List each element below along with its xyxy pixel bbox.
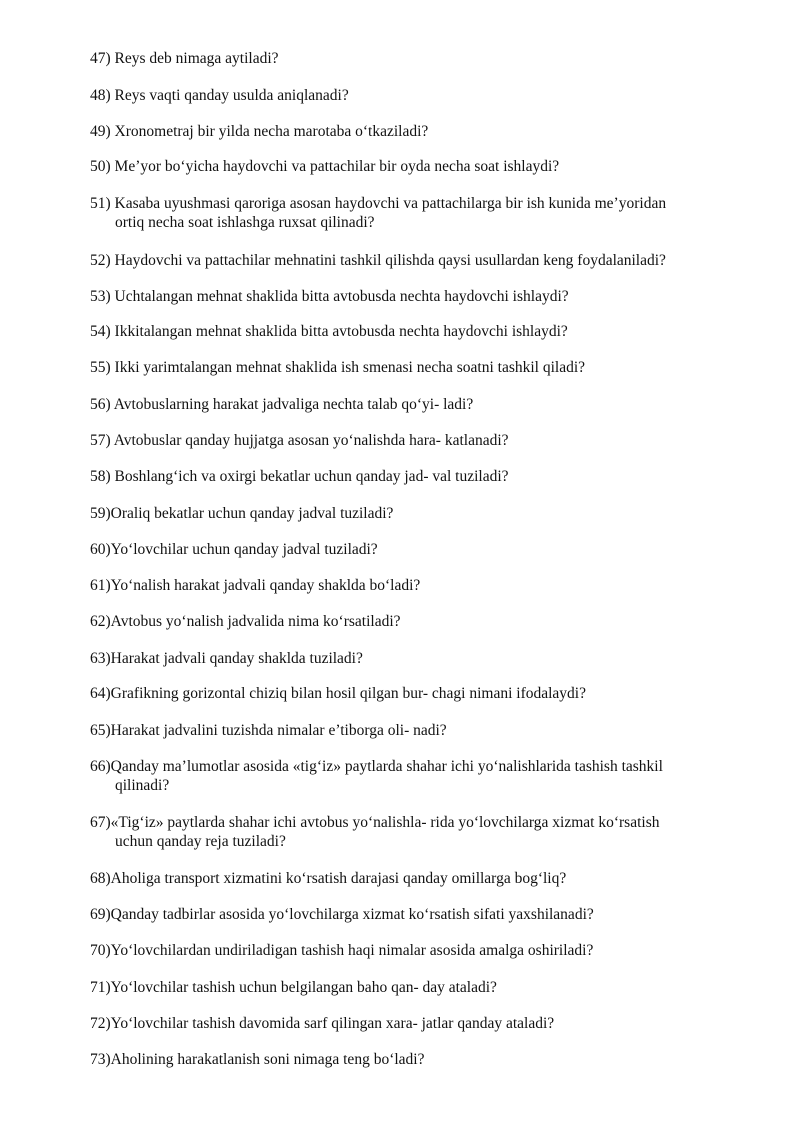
question-text: «Tig‘iz» paytlarda shahar ichi avtobus yo‘nalishla- rida yo‘lovchilarga xizmat ko‘rsatish (110, 814, 660, 831)
question-71 (90, 978, 750, 997)
question-text: Oraliq bekatlar uchun qanday jadval tuziladi? (110, 505, 394, 522)
question-text: Aholining harakatlanish soni nimaga teng bo‘ladi? (110, 1051, 425, 1068)
question-55 (90, 358, 750, 377)
question-text: Me’yor bo‘yicha haydovchi va pattachilar bir oyda necha soat ishlaydi? (114, 158, 560, 175)
question-49 (90, 122, 750, 141)
question-number: 64) (90, 685, 111, 702)
question-text: Avtobus yo‘nalish jadvalida nima ko‘rsatiladi? (110, 613, 401, 630)
question-65 (90, 721, 750, 740)
question-number: 73) (90, 1051, 111, 1068)
question-number: 72) (90, 1015, 111, 1032)
question-number: 47) (90, 50, 111, 67)
question-69 (90, 905, 750, 924)
question-47 (90, 49, 750, 68)
question-text: Harakat jadvali qanday shaklda tuziladi? (110, 650, 363, 667)
question-number: 60) (90, 541, 111, 558)
question-text: Uchtalangan mehnat shaklida bitta avtobusda nechta haydovchi ishlaydi? (114, 288, 569, 305)
question-text: Avtobuslar qanday hujjatga asosan yo‘nalishda hara- katlanadi? (113, 432, 509, 449)
question-number: 66) (90, 758, 111, 775)
question-58 (90, 467, 750, 486)
question-text: Avtobuslarning harakat jadvaliga nechta talab qo‘yi- ladi? (113, 396, 474, 413)
question-text: Yo‘lovchilar tashish davomida sarf qilingan xara- jatlar qanday ataladi? (110, 1015, 555, 1032)
question-48 (90, 86, 750, 105)
question-text: Kasaba uyushmasi qaroriga asosan haydovchi va pattachilarga bir ish kunida me’yoridan (114, 195, 667, 212)
question-text: Harakat jadvalini tuzishda nimalar e’tiborga oli- nadi? (110, 722, 447, 739)
question-number: 53) (90, 288, 111, 305)
question-text: Boshlang‘ich va oxirgi bekatlar uchun qanday jad- val tuziladi? (114, 468, 509, 485)
question-54 (90, 322, 750, 341)
question-number: 59) (90, 505, 111, 522)
question-66 (90, 757, 750, 795)
question-text: Haydovchi va pattachilar mehnatini tashkil qilishda qaysi usullardan keng foydalaniladi? (114, 252, 666, 269)
question-50 (90, 157, 750, 176)
question-number: 52) (90, 252, 111, 269)
question-number: 70) (90, 942, 111, 959)
question-number: 54) (90, 323, 111, 340)
question-text: Qanday ma’lumotlar asosida «tig‘iz» paytlarda shahar ichi yo‘nalishlarida tashish tashkil (110, 758, 663, 775)
question-text: Yo‘nalish harakat jadvali qanday shaklda bo‘ladi? (110, 577, 421, 594)
question-number: 50) (90, 158, 111, 175)
question-62 (90, 612, 750, 631)
question-67 (90, 813, 750, 851)
question-52 (90, 251, 750, 270)
question-number: 55) (90, 359, 111, 376)
question-number: 56) (90, 396, 111, 413)
question-text: Xronometraj bir yilda necha marotaba o‘tkaziladi? (114, 123, 429, 140)
question-number: 65) (90, 722, 111, 739)
question-number: 48) (90, 87, 111, 104)
question-number: 68) (90, 870, 111, 887)
question-number: 49) (90, 123, 111, 140)
question-60 (90, 540, 750, 559)
question-number: 67) (90, 814, 111, 831)
question-number: 58) (90, 468, 111, 485)
question-number: 61) (90, 577, 111, 594)
question-number: 71) (90, 979, 111, 996)
question-text: Grafikning gorizontal chiziq bilan hosil qilgan bur- chagi nimani ifodalaydi? (110, 685, 586, 702)
question-57 (90, 431, 750, 450)
question-68 (90, 869, 750, 888)
question-number: 62) (90, 613, 111, 630)
question-number: 69) (90, 906, 111, 923)
question-text: Qanday tadbirlar asosida yo‘lovchilarga xizmat ko‘rsatish sifati yaxshilanadi? (110, 906, 594, 923)
question-text: Ikki yarimtalangan mehnat shaklida ish smenasi necha soatni tashkil qiladi? (114, 359, 586, 376)
question-51 (90, 194, 750, 232)
question-text: Yo‘lovchilar tashish uchun belgilangan baho qan- day ataladi? (110, 979, 497, 996)
question-59 (90, 504, 750, 523)
question-text: Ikkitalangan mehnat shaklida bitta avtobusda nechta haydovchi ishlaydi? (114, 323, 568, 340)
question-number: 63) (90, 650, 111, 667)
question-text-continuation: ortiq necha soat ishlashga ruxsat qilinadi? (115, 214, 375, 231)
question-text-continuation: qilinadi? (115, 777, 170, 794)
question-text: Yo‘lovchilar uchun qanday jadval tuziladi? (110, 541, 378, 558)
question-number: 51) (90, 195, 111, 212)
question-73 (90, 1050, 750, 1069)
question-text-continuation: uchun qanday reja tuziladi? (115, 833, 286, 850)
question-56 (90, 395, 750, 414)
question-number: 57) (90, 432, 111, 449)
question-text: Aholiga transport xizmatini ko‘rsatish darajasi qanday omillarga bog‘liq? (110, 870, 567, 887)
question-text: Yo‘lovchilardan undiriladigan tashish haqi nimalar asosida amalga oshiriladi? (110, 942, 594, 959)
question-53 (90, 287, 750, 306)
question-text: Reys vaqti qanday usulda aniqlanadi? (114, 87, 349, 104)
question-61 (90, 576, 750, 595)
question-64 (90, 684, 750, 703)
question-70 (90, 941, 750, 960)
question-72 (90, 1014, 750, 1033)
question-63 (90, 649, 750, 668)
question-text: Reys deb nimaga aytiladi? (114, 50, 279, 67)
